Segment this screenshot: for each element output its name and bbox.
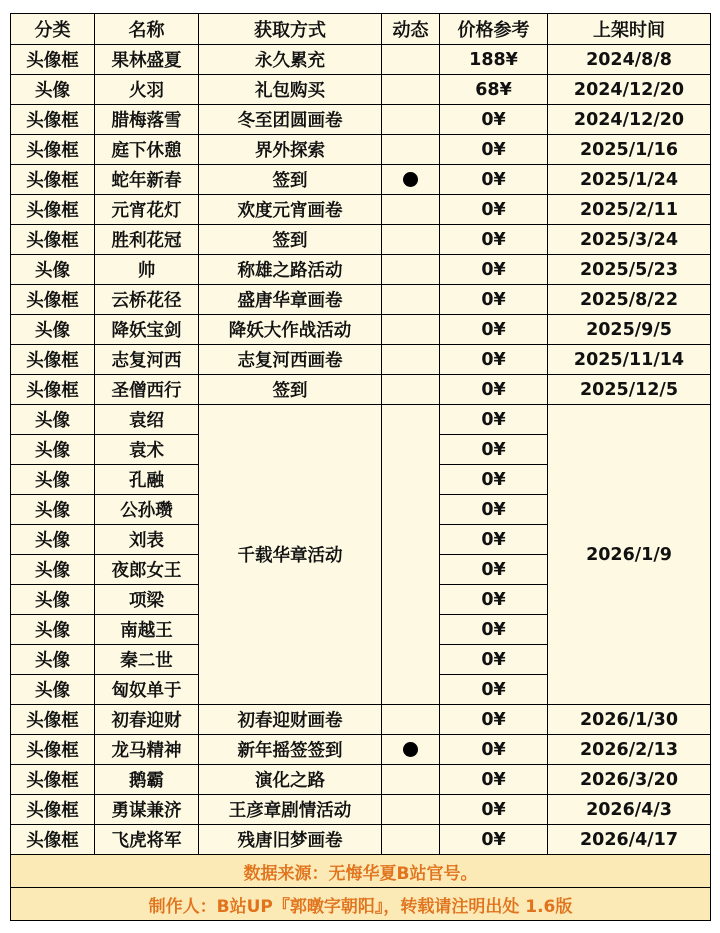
date-cell: 2025/3/24 bbox=[548, 225, 711, 255]
header-category: 分类 bbox=[11, 14, 95, 45]
table-row bbox=[11, 45, 711, 75]
category-cell: 头像框 bbox=[11, 285, 95, 315]
table-row bbox=[11, 165, 711, 195]
name-cell: 云桥花径 bbox=[95, 285, 199, 315]
name-cell: 夜郎女王 bbox=[95, 555, 199, 585]
table-row bbox=[11, 705, 711, 735]
date-cell: 2026/4/17 bbox=[548, 825, 711, 855]
dynamic-cell bbox=[382, 735, 440, 765]
header-price: 价格参考 bbox=[440, 14, 548, 45]
name-cell: 圣僧西行 bbox=[95, 375, 199, 405]
dynamic-cell bbox=[382, 165, 440, 195]
dynamic-cell bbox=[382, 315, 440, 345]
date-cell: 2025/11/14 bbox=[548, 345, 711, 375]
name-cell: 初春迎财 bbox=[95, 705, 199, 735]
category-cell: 头像 bbox=[11, 555, 95, 585]
price-cell: 0¥ bbox=[440, 315, 548, 345]
dynamic-cell bbox=[382, 135, 440, 165]
name-cell: 庭下休憩 bbox=[95, 135, 199, 165]
category-cell: 头像 bbox=[11, 75, 95, 105]
name-cell: 果林盛夏 bbox=[95, 45, 199, 75]
category-cell: 头像框 bbox=[11, 135, 95, 165]
name-cell: 龙马精神 bbox=[95, 735, 199, 765]
category-cell: 头像 bbox=[11, 675, 95, 705]
dynamic-cell bbox=[382, 285, 440, 315]
date-cell: 2026/4/3 bbox=[548, 795, 711, 825]
dynamic-cell bbox=[382, 825, 440, 855]
date-cell: 2026/1/30 bbox=[548, 705, 711, 735]
category-cell: 头像框 bbox=[11, 345, 95, 375]
dynamic-cell bbox=[382, 45, 440, 75]
name-cell: 秦二世 bbox=[95, 645, 199, 675]
header-dynamic: 动态 bbox=[382, 14, 440, 45]
table-row bbox=[11, 795, 711, 825]
group-date-cell: 2026/1/9 bbox=[548, 405, 711, 705]
price-cell: 0¥ bbox=[440, 165, 548, 195]
method-cell: 演化之路 bbox=[199, 765, 382, 795]
price-cell: 0¥ bbox=[440, 465, 548, 495]
header-method: 获取方式 bbox=[199, 14, 382, 45]
table-row bbox=[11, 75, 711, 105]
table-row bbox=[11, 345, 711, 375]
price-cell: 0¥ bbox=[440, 255, 548, 285]
price-cell: 0¥ bbox=[440, 735, 548, 765]
category-cell: 头像 bbox=[11, 255, 95, 285]
category-cell: 头像框 bbox=[11, 225, 95, 255]
category-cell: 头像 bbox=[11, 315, 95, 345]
dynamic-cell bbox=[382, 225, 440, 255]
name-cell: 匈奴单于 bbox=[95, 675, 199, 705]
method-cell: 礼包购买 bbox=[199, 75, 382, 105]
method-cell: 盛唐华章画卷 bbox=[199, 285, 382, 315]
header-name: 名称 bbox=[95, 14, 199, 45]
date-cell: 2025/1/24 bbox=[548, 165, 711, 195]
date-cell: 2025/9/5 bbox=[548, 315, 711, 345]
name-cell: 勇谋兼济 bbox=[95, 795, 199, 825]
category-cell: 头像框 bbox=[11, 195, 95, 225]
date-cell: 2025/12/5 bbox=[548, 375, 711, 405]
category-cell: 头像框 bbox=[11, 825, 95, 855]
name-cell: 飞虎将军 bbox=[95, 825, 199, 855]
method-cell: 初春迎财画卷 bbox=[199, 705, 382, 735]
table-row bbox=[11, 195, 711, 225]
category-cell: 头像 bbox=[11, 585, 95, 615]
category-cell: 头像框 bbox=[11, 165, 95, 195]
category-cell: 头像框 bbox=[11, 765, 95, 795]
price-cell: 0¥ bbox=[440, 585, 548, 615]
price-cell: 68¥ bbox=[440, 75, 548, 105]
table-row bbox=[11, 255, 711, 285]
table-row bbox=[11, 135, 711, 165]
price-cell: 0¥ bbox=[440, 405, 548, 435]
date-cell: 2024/8/8 bbox=[548, 45, 711, 75]
name-cell: 志复河西 bbox=[95, 345, 199, 375]
date-cell: 2025/2/11 bbox=[548, 195, 711, 225]
category-cell: 头像 bbox=[11, 435, 95, 465]
category-cell: 头像框 bbox=[11, 705, 95, 735]
price-cell: 0¥ bbox=[440, 345, 548, 375]
method-cell: 称雄之路活动 bbox=[199, 255, 382, 285]
price-cell: 0¥ bbox=[440, 225, 548, 255]
name-cell: 元宵花灯 bbox=[95, 195, 199, 225]
category-cell: 头像框 bbox=[11, 45, 95, 75]
date-cell: 2026/3/20 bbox=[548, 765, 711, 795]
date-cell: 2025/1/16 bbox=[548, 135, 711, 165]
footer-credit: 制作人：B站UP『郭暾字朝阳』，转载请注明出处 1.6版 bbox=[11, 888, 711, 921]
price-cell: 0¥ bbox=[440, 675, 548, 705]
header-row bbox=[11, 14, 711, 45]
table-row bbox=[11, 735, 711, 765]
category-cell: 头像 bbox=[11, 405, 95, 435]
name-cell: 公孙瓒 bbox=[95, 495, 199, 525]
table-row bbox=[11, 105, 711, 135]
price-cell: 0¥ bbox=[440, 495, 548, 525]
dynamic-cell bbox=[382, 375, 440, 405]
table-row bbox=[11, 405, 711, 435]
dynamic-cell bbox=[382, 195, 440, 225]
name-cell: 胜利花冠 bbox=[95, 225, 199, 255]
date-cell: 2025/8/22 bbox=[548, 285, 711, 315]
price-cell: 0¥ bbox=[440, 435, 548, 465]
category-cell: 头像框 bbox=[11, 375, 95, 405]
method-cell: 签到 bbox=[199, 165, 382, 195]
method-cell: 冬至团圆画卷 bbox=[199, 105, 382, 135]
date-cell: 2024/12/20 bbox=[548, 105, 711, 135]
category-cell: 头像 bbox=[11, 615, 95, 645]
name-cell: 袁术 bbox=[95, 435, 199, 465]
price-cell: 0¥ bbox=[440, 555, 548, 585]
dynamic-cell bbox=[382, 255, 440, 285]
category-cell: 头像框 bbox=[11, 795, 95, 825]
table-row bbox=[11, 285, 711, 315]
table-row bbox=[11, 315, 711, 345]
name-cell: 孔融 bbox=[95, 465, 199, 495]
dynamic-cell bbox=[382, 765, 440, 795]
dynamic-cell bbox=[382, 795, 440, 825]
dynamic-dot-icon bbox=[403, 742, 418, 757]
method-cell: 残唐旧梦画卷 bbox=[199, 825, 382, 855]
table-body bbox=[11, 45, 711, 855]
method-cell: 欢度元宵画卷 bbox=[199, 195, 382, 225]
category-cell: 头像框 bbox=[11, 105, 95, 135]
price-cell: 188¥ bbox=[440, 45, 548, 75]
category-cell: 头像 bbox=[11, 645, 95, 675]
price-cell: 0¥ bbox=[440, 765, 548, 795]
category-cell: 头像 bbox=[11, 495, 95, 525]
name-cell: 火羽 bbox=[95, 75, 199, 105]
footer-credit-row bbox=[11, 888, 711, 921]
name-cell: 腊梅落雪 bbox=[95, 105, 199, 135]
method-cell: 签到 bbox=[199, 375, 382, 405]
price-cell: 0¥ bbox=[440, 195, 548, 225]
price-cell: 0¥ bbox=[440, 615, 548, 645]
table-row bbox=[11, 765, 711, 795]
price-cell: 0¥ bbox=[440, 285, 548, 315]
price-cell: 0¥ bbox=[440, 375, 548, 405]
price-cell: 0¥ bbox=[440, 105, 548, 135]
name-cell: 刘表 bbox=[95, 525, 199, 555]
price-cell: 0¥ bbox=[440, 525, 548, 555]
dynamic-cell bbox=[382, 705, 440, 735]
dynamic-dot-icon bbox=[403, 172, 418, 187]
name-cell: 项梁 bbox=[95, 585, 199, 615]
category-cell: 头像框 bbox=[11, 735, 95, 765]
dynamic-cell bbox=[382, 75, 440, 105]
price-cell: 0¥ bbox=[440, 795, 548, 825]
price-cell: 0¥ bbox=[440, 705, 548, 735]
dynamic-cell bbox=[382, 345, 440, 375]
table-row bbox=[11, 825, 711, 855]
date-cell: 2026/2/13 bbox=[548, 735, 711, 765]
price-cell: 0¥ bbox=[440, 645, 548, 675]
table-row bbox=[11, 375, 711, 405]
method-cell: 王彦章剧情活动 bbox=[199, 795, 382, 825]
footer-source: 数据来源：无悔华夏B站官号。 bbox=[11, 855, 711, 888]
avatar-frame-table bbox=[10, 13, 711, 921]
date-cell: 2024/12/20 bbox=[548, 75, 711, 105]
footer-source-row bbox=[11, 855, 711, 888]
name-cell: 帅 bbox=[95, 255, 199, 285]
category-cell: 头像 bbox=[11, 465, 95, 495]
name-cell: 鹅霸 bbox=[95, 765, 199, 795]
date-cell: 2025/5/23 bbox=[548, 255, 711, 285]
method-cell: 降妖大作战活动 bbox=[199, 315, 382, 345]
price-cell: 0¥ bbox=[440, 135, 548, 165]
category-cell: 头像 bbox=[11, 525, 95, 555]
group-dynamic-cell bbox=[382, 405, 440, 705]
name-cell: 蛇年新春 bbox=[95, 165, 199, 195]
name-cell: 袁绍 bbox=[95, 405, 199, 435]
method-cell: 永久累充 bbox=[199, 45, 382, 75]
name-cell: 降妖宝剑 bbox=[95, 315, 199, 345]
group-method-cell: 千载华章活动 bbox=[199, 405, 382, 705]
name-cell: 南越王 bbox=[95, 615, 199, 645]
dynamic-cell bbox=[382, 105, 440, 135]
method-cell: 签到 bbox=[199, 225, 382, 255]
price-cell: 0¥ bbox=[440, 825, 548, 855]
method-cell: 界外探索 bbox=[199, 135, 382, 165]
method-cell: 志复河西画卷 bbox=[199, 345, 382, 375]
header-date: 上架时间 bbox=[548, 14, 711, 45]
method-cell: 新年摇签签到 bbox=[199, 735, 382, 765]
table-row bbox=[11, 225, 711, 255]
